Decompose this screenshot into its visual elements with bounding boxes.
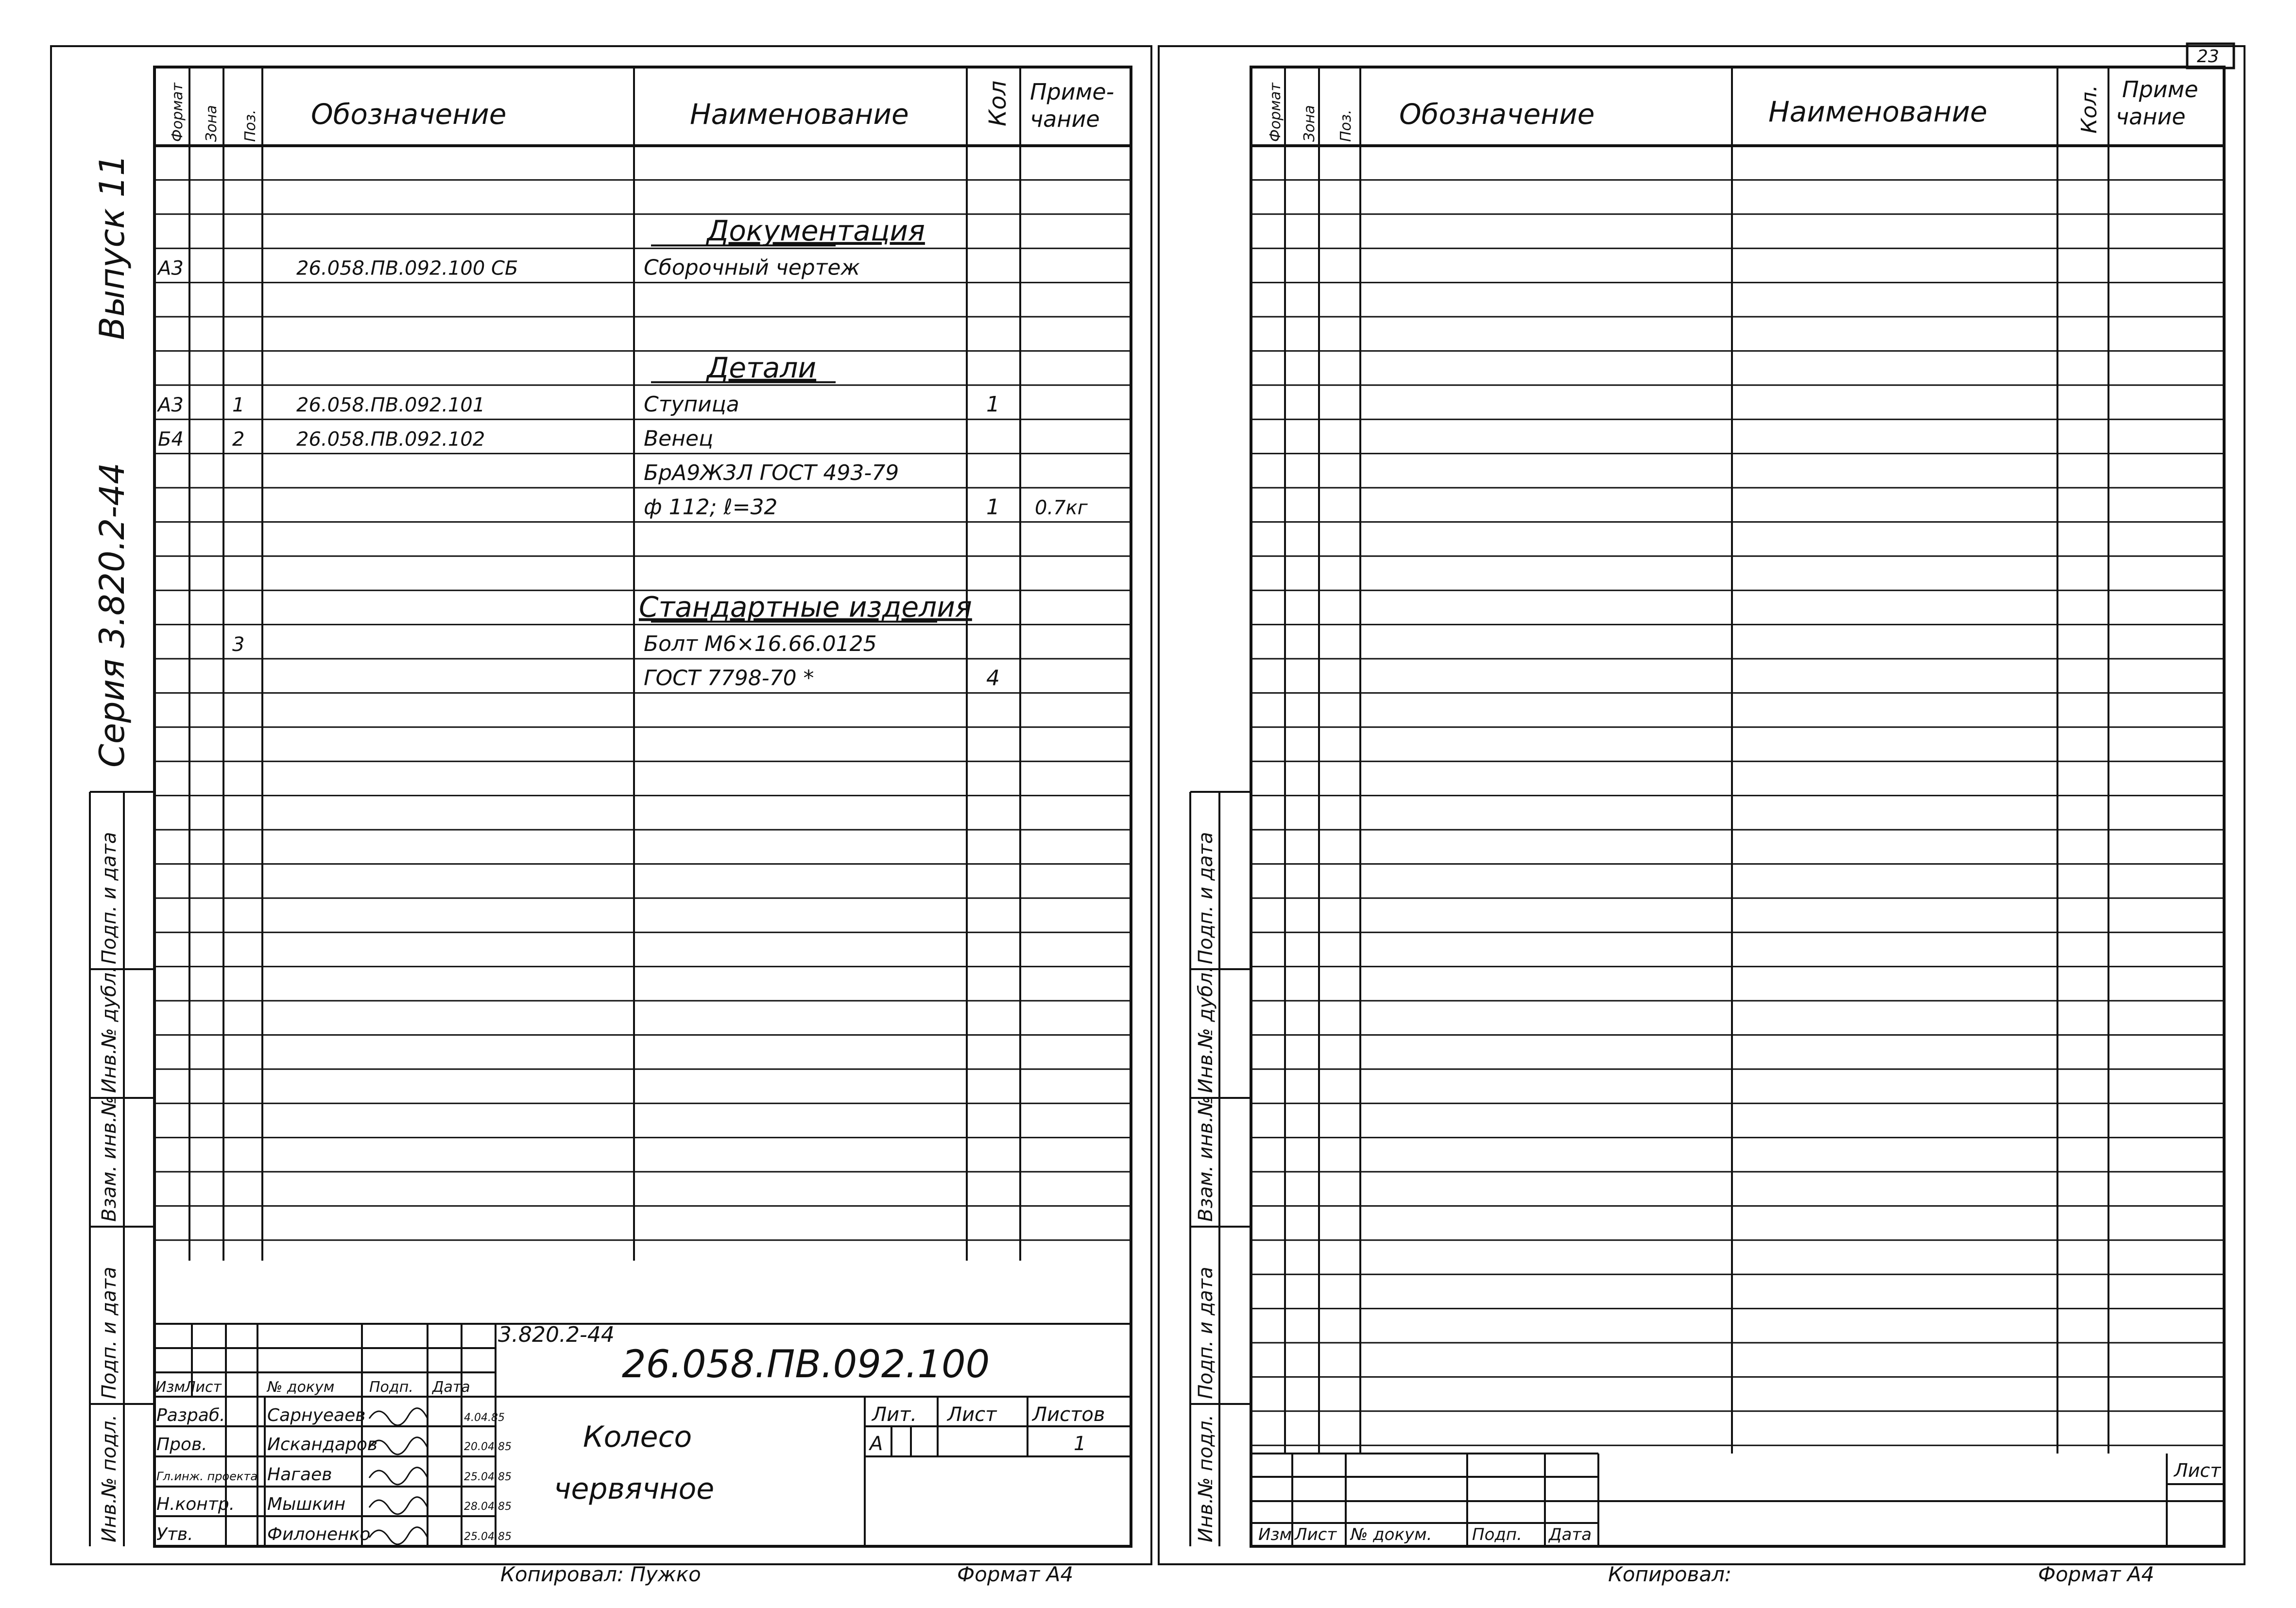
role-label: Пров. [156, 1435, 207, 1454]
stamp-dup-inv: Инв.№ дубл. [98, 966, 120, 1093]
role-date: 25.04.85 [464, 1471, 512, 1483]
copied-by: Копировал: Пужко [500, 1562, 701, 1586]
role-date: 20.04.85 [464, 1441, 512, 1453]
role-name: Мышкин [267, 1494, 346, 1514]
cell-format: Б4 [158, 428, 184, 451]
section-title: Детали [707, 351, 817, 384]
series-label: Серия 3.820.2-44 [92, 462, 132, 768]
cell-name: БрА9Ж3Л ГОСТ 493-79 [644, 461, 899, 485]
role-name: Сарнуеаев [267, 1405, 366, 1425]
r-col-header-sheet: Лист [1295, 1525, 1337, 1544]
section-title: Стандартные изделия [639, 590, 972, 624]
cell-name: Болт М6×16.66.0125 [644, 632, 877, 656]
cell-pos: 3 [232, 633, 245, 656]
cell-qty: 1 [986, 495, 1000, 520]
stamp-orig-inv: Инв.№ подл. [98, 1414, 120, 1542]
stamp-sign-date-2: Подп. и дата [98, 1266, 120, 1399]
cell-name: Сборочный чертеж [644, 255, 860, 280]
role-name: Нагаев [267, 1465, 332, 1485]
stamp-replace-inv: Взам. инв.№ [98, 1096, 120, 1222]
cell-pos: 2 [232, 428, 245, 451]
header-zone: Зона [203, 105, 220, 142]
cell-pos: 1 [232, 394, 245, 417]
header-note-line1: Приме- [1030, 79, 1114, 105]
col-header-sign: Подп. [369, 1379, 413, 1396]
cell-format: А3 [158, 257, 184, 280]
r-stamp-sign-date-2: Подп. и дата [1195, 1266, 1217, 1399]
r-header-pos: Поз. [1337, 109, 1354, 142]
r-col-header-sign: Подп. [1472, 1525, 1522, 1544]
title-line-2: червячное [554, 1472, 715, 1506]
section-title: Документация [707, 214, 925, 248]
r-stamp-orig-inv: Инв.№ подл. [1195, 1414, 1217, 1542]
r-stamp-dup-inv: Инв.№ дубл. [1195, 966, 1217, 1093]
header-pos: Поз. [242, 109, 259, 142]
stamp-sign-date-1: Подп. и дата [98, 832, 120, 964]
r-header-qty: Кол. [2077, 85, 2102, 134]
r-stamp-replace-inv: Взам. инв.№ [1195, 1096, 1217, 1222]
r-col-header-change: Изм [1258, 1525, 1292, 1544]
sheets-value: 1 [1074, 1433, 1086, 1455]
table-row [639, 591, 972, 624]
header-format: Формат [169, 83, 186, 142]
sheets-label: Листов [1032, 1403, 1105, 1426]
r-header-zone: Зона [1301, 105, 1318, 142]
r-header-designation: Обозначение [1399, 98, 1595, 131]
r-sheet-label: Лист [2174, 1460, 2221, 1481]
header-qty: Кол [984, 80, 1011, 126]
role-label: Н.контр. [156, 1494, 235, 1514]
cell-designation: 26.058.ПВ.092.101 [296, 394, 485, 417]
r-format-label: Формат А4 [2038, 1562, 2155, 1586]
cell-designation: 26.058.ПВ.092.102 [296, 428, 485, 451]
r-col-header-date: Дата [1549, 1525, 1592, 1544]
lit-label: Лит. [872, 1403, 917, 1426]
col-header-date: Дата [432, 1379, 470, 1396]
cell-qty: 4 [986, 666, 1000, 691]
role-date: 4.04.85 [464, 1412, 505, 1424]
col-header-sheet: Лист [185, 1379, 222, 1396]
header-designation: Обозначение [311, 98, 507, 131]
role-name: Филоненко [267, 1524, 371, 1544]
role-label: Разраб. [156, 1405, 225, 1425]
cell-note: 0.7кг [1035, 496, 1088, 519]
title-designation: 26.058.ПВ.092.100 [622, 1343, 990, 1386]
role-label: Утв. [156, 1524, 193, 1544]
r-stamp-sign-date-1: Подп. и дата [1195, 832, 1217, 964]
header-note-line2: чание [1030, 106, 1100, 132]
cell-name: Ступица [644, 392, 739, 417]
cell-format: А3 [158, 394, 184, 417]
cell-qty: 1 [986, 392, 1000, 417]
page-number: 23 [2197, 47, 2219, 67]
title-series-ref: 3.820.2-44 [498, 1322, 615, 1347]
role-date: 25.04.85 [464, 1531, 512, 1543]
lit-value: А [870, 1433, 883, 1455]
r-col-header-docnum: № докум. [1351, 1525, 1432, 1544]
format-label: Формат А4 [957, 1562, 1074, 1586]
r-header-note-line2: чание [2116, 103, 2186, 130]
issue-label: Выпуск 11 [92, 154, 132, 340]
cell-name: ГОСТ 7798-70 * [644, 666, 814, 691]
r-header-name: Наименование [1768, 95, 1988, 128]
cell-name: Венец [644, 426, 714, 451]
r-header-format: Формат [1267, 83, 1284, 142]
col-header-change: Изм [155, 1379, 186, 1396]
cell-designation: 26.058.ПВ.092.100 СБ [296, 257, 518, 280]
role-name: Искандаров [267, 1435, 378, 1454]
cell-name: ф 112; ℓ=32 [644, 495, 778, 520]
table-row [644, 461, 899, 485]
header-name: Наименование [690, 98, 909, 131]
r-header-note-line1: Приме [2122, 76, 2198, 103]
r-copied-by: Копировал: [1608, 1562, 1732, 1586]
col-header-docnum: № докум [267, 1379, 335, 1396]
role-label: Гл.инж. проекта [156, 1470, 258, 1483]
role-date: 28.04.85 [464, 1501, 512, 1513]
sheet-label: Лист [947, 1403, 997, 1426]
title-line-1: Колесо [583, 1420, 692, 1454]
